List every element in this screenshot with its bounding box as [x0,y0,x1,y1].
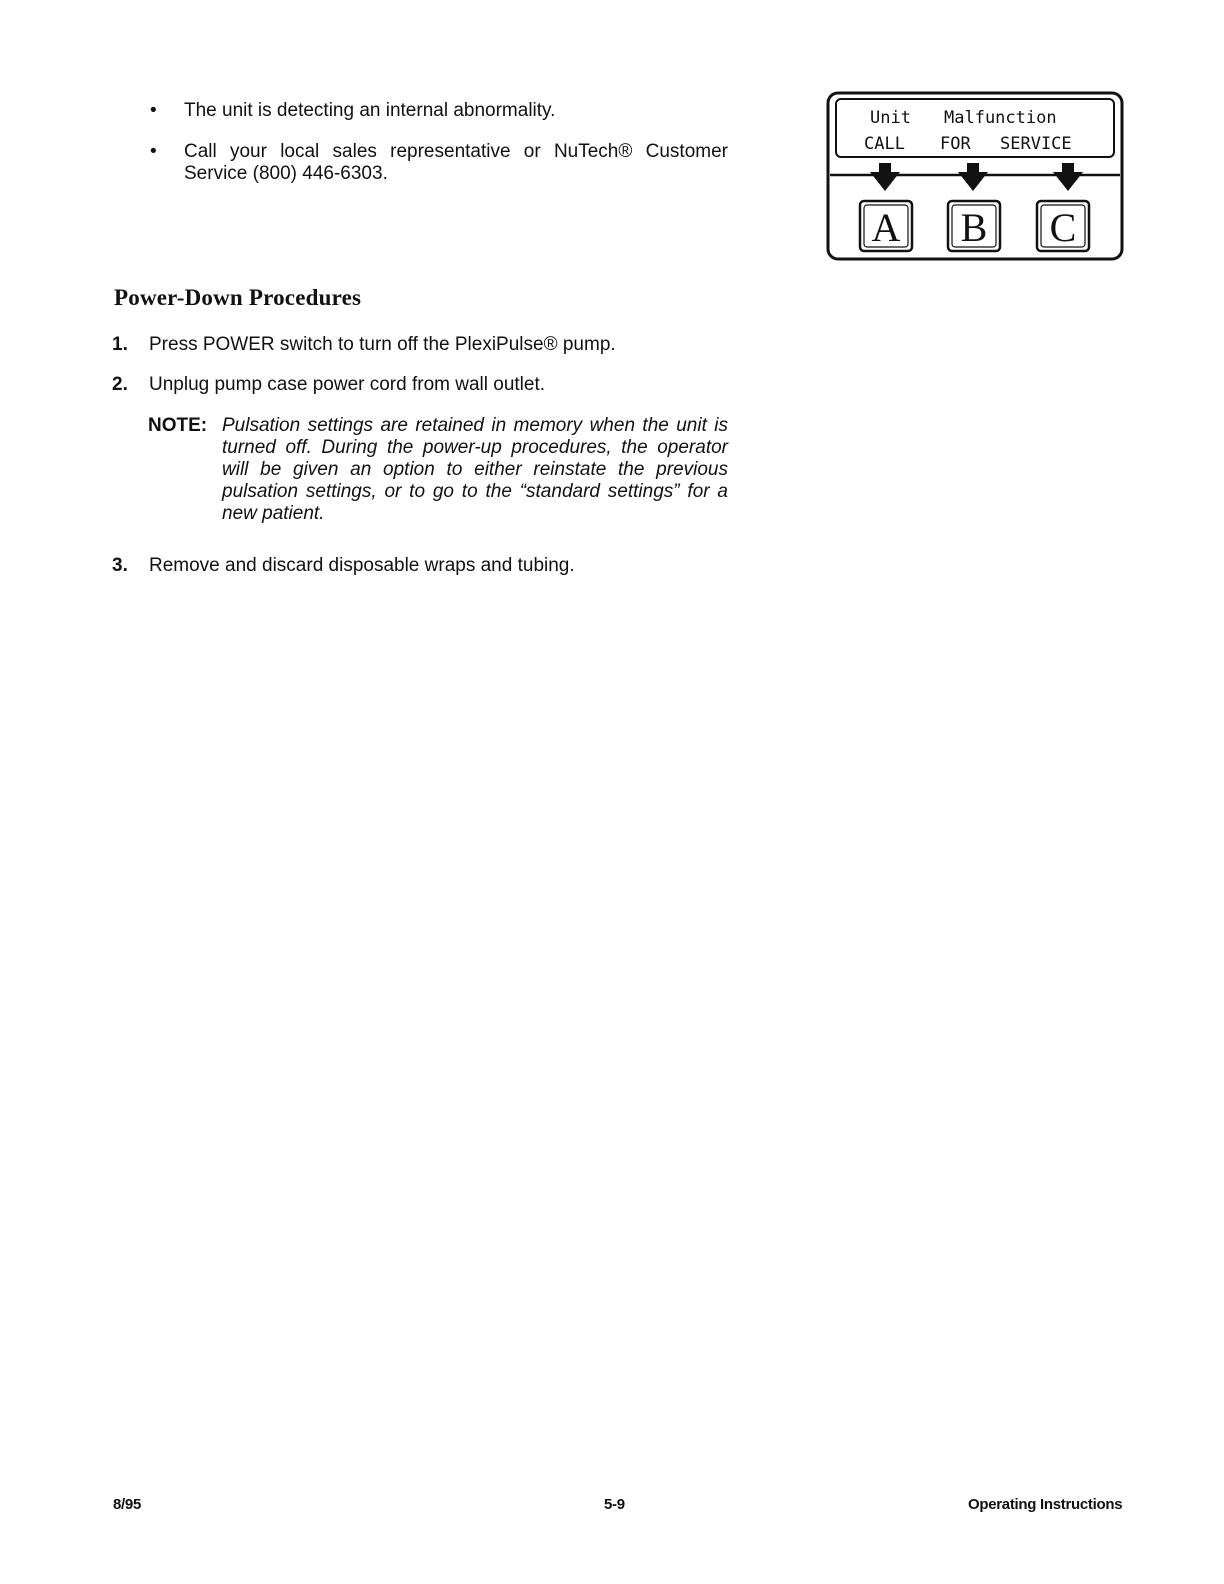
lcd-line2-a: CALL [864,134,905,154]
bullet-item [148,100,728,122]
footer-section-name: Operating Instructions [968,1496,1123,1513]
procedure-steps [112,334,732,414]
bullet-item [148,141,728,185]
soft-key-b[interactable] [948,201,1000,251]
soft-key-a-label: A [871,205,901,250]
soft-key-c-label: C [1049,205,1077,250]
soft-key-a[interactable] [860,201,912,251]
lcd-line2-b: FOR [940,134,971,154]
soft-key-c[interactable] [1037,201,1089,251]
lcd-line2-c: SERVICE [1000,134,1072,154]
note-text: Pulsation settings are retained in memory when the unit is turned off. During the power-up procedures, the operator will be given an option to either reinstate the previous pulsation settings, or to go to the “standard settings” for a new patient. [222,415,728,524]
lcd-line1-left: Unit [870,108,911,128]
soft-key-b-label: B [960,205,988,250]
step-number: 1. [112,334,128,355]
step-item [112,374,732,396]
step-text: Press POWER switch to turn off the PlexiPulse® pump. [149,334,616,355]
bullet-marker: • [150,100,157,121]
step-number: 3. [112,555,128,576]
bullet-text: Call your local sales representative or NuTech® Customer Service (800) 446-6303. [184,141,728,184]
step-text: Remove and discard disposable wraps and tubing. [149,555,575,576]
bullet-text: The unit is detecting an internal abnormality. [184,100,556,121]
condition-bullet-list [148,100,728,204]
footer-page-number: 5-9 [604,1496,625,1513]
lcd-display-panel [826,91,1124,261]
note-block [148,415,728,525]
bullet-marker: • [150,141,157,162]
footer-date: 8/95 [113,1496,141,1513]
note-label: NOTE: [148,415,208,436]
section-title: Power-Down Procedures [114,285,362,310]
lcd-line1-right: Malfunction [944,108,1057,128]
step-item [112,334,732,356]
lcd-panel-graphic [826,91,1124,261]
step-number: 2. [112,374,128,395]
step-text: Unplug pump case power cord from wall outlet. [149,374,546,395]
step-item [112,555,732,577]
